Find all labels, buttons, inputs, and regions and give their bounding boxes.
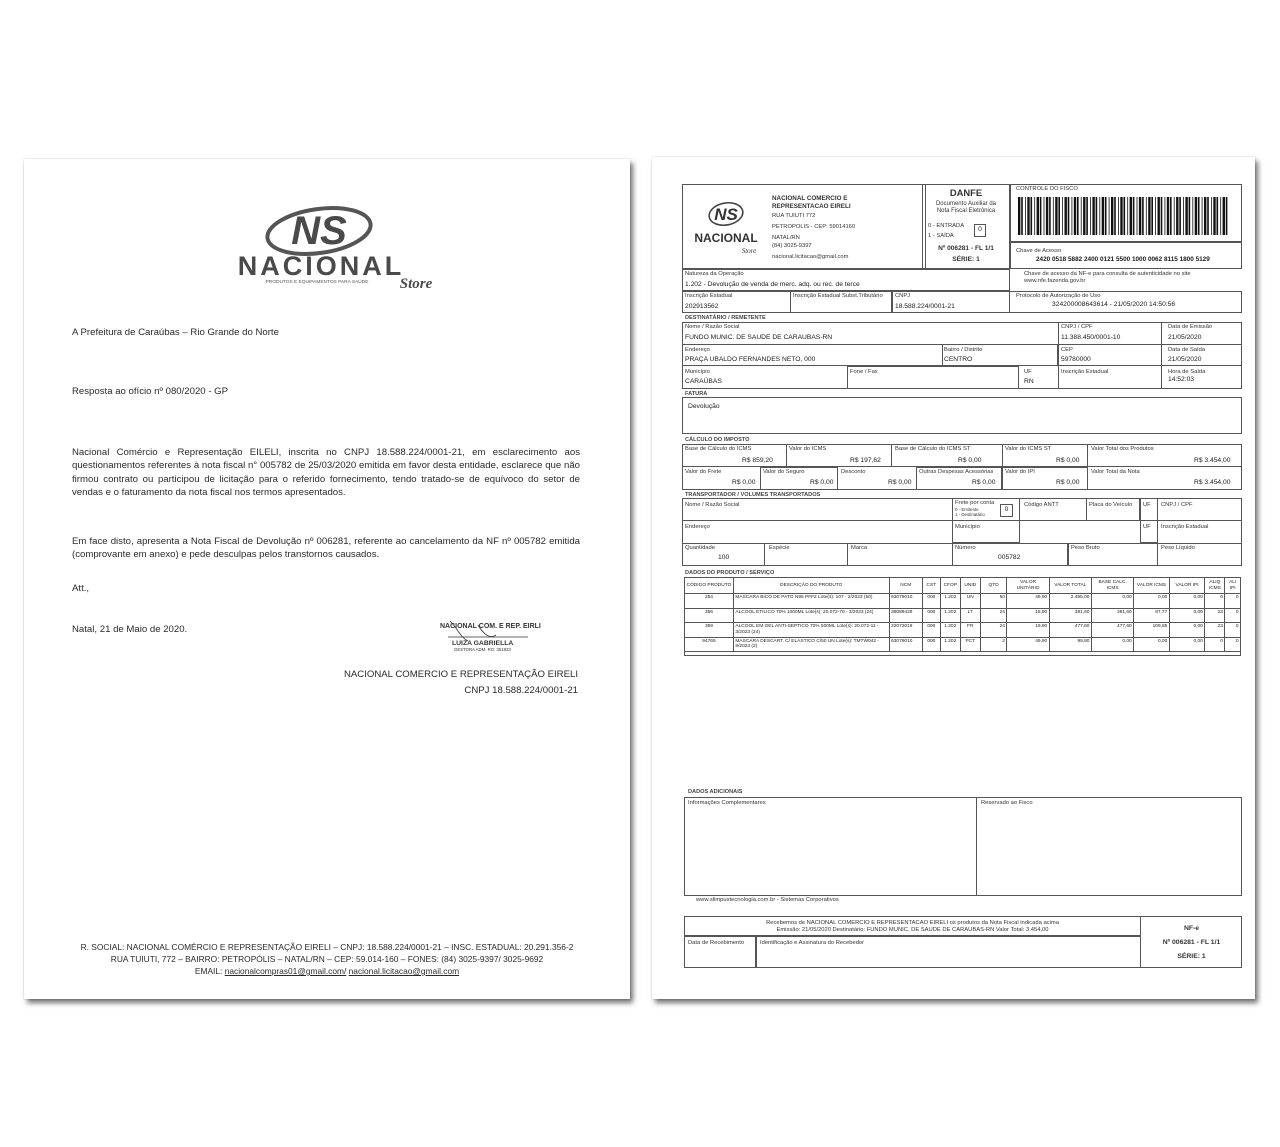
table-cell: ALCOOL EM GEL ANTI-SEPTICO 70% 500ML Lote(s): 20.072-11 - 3/2023 (24) bbox=[733, 623, 889, 638]
reserved-box bbox=[976, 797, 1242, 896]
table-cell: 2.495,00 bbox=[1049, 594, 1091, 609]
table-cell: FR bbox=[960, 623, 980, 638]
table-cell: 0 bbox=[1225, 594, 1241, 609]
table-cell: 63079010 bbox=[889, 637, 922, 652]
table-cell: LT bbox=[960, 608, 980, 623]
danfe-title: DANFE bbox=[949, 187, 983, 198]
base-st-value: R$ 0,00 bbox=[958, 457, 982, 464]
number-value: 005782 bbox=[998, 554, 1021, 561]
freight-value: R$ 0,00 bbox=[732, 479, 756, 486]
recipient-section: DESTINATÁRIO / REMETENTE bbox=[685, 315, 766, 321]
recipient-cep: 59780000 bbox=[1061, 356, 1091, 363]
receipt-line-2: Emissão: 21/05/2020 Destinatário: FUNDO MUNIC. DE SAUDE DE CARAUBAS-RN Valor Total: 3.454,00 bbox=[776, 927, 1049, 933]
info-complementary-label: Informações Complementares bbox=[688, 800, 766, 806]
table-cell: 254 bbox=[685, 594, 734, 609]
recipient-name: FUNDO MUNIC. DE SAUDE DE CARAUBAS-RN bbox=[685, 334, 833, 341]
products-header-cell: ALI IPI bbox=[1225, 578, 1241, 594]
software-credit: www.slimpustecnologia.com.br - Sistemas Corporativos bbox=[696, 897, 839, 903]
other-value: R$ 0,00 bbox=[972, 479, 996, 486]
transport-section: TRANSPORTADOR / VOLUMES TRANSPORTADOS bbox=[685, 492, 821, 498]
icms-st-label: Valor do ICMS ST bbox=[1005, 446, 1052, 452]
emitter-phone: (84) 3025-9397 bbox=[772, 243, 812, 249]
products-header-cell: ALIQ ICMS bbox=[1205, 578, 1225, 594]
fisco-label: CONTROLE DO FISCO bbox=[1016, 186, 1078, 192]
table-cell: 477,60 bbox=[1091, 623, 1133, 638]
ie-st-label: Inscrição Estadual Subst.Tributário bbox=[793, 293, 883, 299]
receipt-sign-label: Identificação e Assinatura do Recebedor bbox=[760, 940, 865, 946]
insurance-value: R$ 0,00 bbox=[810, 479, 834, 486]
cep-label: CEP bbox=[1061, 347, 1073, 353]
discount-label: Desconto bbox=[841, 469, 866, 475]
table-cell: MASCARA BICO DE PATO N95 PFF2 Lote(s): 107 - 2/2023 (50) bbox=[733, 594, 889, 609]
table-cell: 0,00 bbox=[1169, 608, 1205, 623]
table-cell: 94765 bbox=[685, 637, 734, 652]
products-header-cell: CÓDIGO PRODUTO bbox=[685, 578, 734, 594]
time-label: Hora de Saída bbox=[1168, 369, 1206, 375]
consult-text-1: Chave de acesso da NF-e para consulta de autenticidade no site bbox=[1024, 271, 1191, 277]
products-section: DADOS DO PRODUTO / SERVIÇO bbox=[685, 570, 775, 576]
additional-section: DADOS ADICIONAIS bbox=[688, 789, 743, 795]
products-total-value: R$ 3.454,00 bbox=[1194, 457, 1231, 464]
table-cell: 63079010 bbox=[889, 594, 922, 609]
carrier-cnpj-label: CNPJ / CPF bbox=[1161, 502, 1193, 508]
table-cell: 000 bbox=[922, 623, 940, 638]
letter-date: Natal, 21 de Maio de 2020. bbox=[72, 624, 188, 635]
emitter-name-2: REPRESENTACAO EIRELI bbox=[772, 202, 851, 210]
footer-line-1: R. SOCIAL: NACIONAL COMÉRCIO E REPRESENTAÇÃO EIRELI – CNPJ: 18.588.224/0001-21 – INSC. ESTADUAL: 20.291.356-2 bbox=[80, 942, 574, 952]
table-cell: 0,00 bbox=[1134, 637, 1170, 652]
invoice-total-label: Valor Total da Nota bbox=[1091, 469, 1140, 475]
other-label: Outras Despesas Acessórias bbox=[919, 469, 994, 475]
plate-label: Placa do Veículo bbox=[1089, 502, 1133, 508]
protocol-label: Protocolo de Autorização de Uso bbox=[1016, 293, 1101, 299]
letter-paragraph-2: Em face disto, apresenta a Nota Fiscal de Devolução nº 006281, referente ao cancelamento da NF nº 005782 emitida (comprovante em anexo) e pede desculpas pelos transtornos causados. bbox=[72, 536, 580, 561]
cnpj-value: 18.588.224/0001-21 bbox=[895, 303, 955, 310]
emission-date: 21/05/2020 bbox=[1168, 334, 1202, 341]
carrier-name-label: Nome / Razão Social bbox=[685, 502, 740, 508]
recipient-cnpj-label: CNPJ / CPF bbox=[1061, 324, 1093, 330]
letter-company-name: NACIONAL COMERCIO E REPRESENTAÇÃO EIRELI bbox=[343, 669, 578, 680]
emitter-logo bbox=[686, 197, 764, 259]
table-cell: 0 bbox=[1225, 623, 1241, 638]
phone-label: Fone / Fax bbox=[850, 369, 878, 375]
table-cell: 0 bbox=[1225, 608, 1241, 623]
operation-label: Natureza da Operação bbox=[685, 271, 744, 277]
table-cell: 24 bbox=[980, 623, 1007, 638]
letter-page bbox=[24, 159, 630, 999]
emitter-email: nacional.licitacao@gmail.com bbox=[772, 254, 849, 260]
letter-addressee: A Prefeitura de Caraúbas – Rio Grande do Norte bbox=[72, 327, 279, 338]
carrier-uf-label: UF bbox=[1143, 502, 1151, 508]
danfe-subtitle-1: Documento Auxiliar da bbox=[935, 201, 997, 207]
emitter-city: NATAL/RN bbox=[772, 235, 800, 241]
products-frame bbox=[684, 577, 1241, 656]
recipient-ie-label: Inscrição Estadual bbox=[1061, 369, 1109, 375]
ie-label: Inscrição Estadual bbox=[685, 293, 733, 299]
net-weight-label: Peso Líquido bbox=[1161, 545, 1195, 551]
danfe-type-value: 0 bbox=[978, 226, 982, 233]
emitter-logo-letters: NS bbox=[714, 205, 738, 224]
products-header-cell: VALOR IPI bbox=[1169, 578, 1205, 594]
letter-reply-reference: Resposta ao ofício nº 080/2020 - GP bbox=[72, 386, 229, 397]
receipt-line-1: Recebemos de NACIONAL COMERCIO E REPRESENTACAO EIRELI os produtos da Nota Fiscal indicada acima bbox=[766, 920, 1059, 926]
table-cell: 0 bbox=[1205, 637, 1225, 652]
letter-company-cnpj: CNPJ 18.588.224/0001-21 bbox=[464, 685, 578, 696]
table-cell: 23 bbox=[1205, 623, 1225, 638]
invoice-section: FATURA bbox=[685, 391, 708, 397]
recipient-district: CENTRO bbox=[944, 356, 973, 363]
products-header-cell: QTD bbox=[980, 578, 1007, 594]
reserved-fisco-label: Reservado ao Fisco bbox=[981, 800, 1033, 806]
qty-value: 100 bbox=[718, 554, 730, 561]
emitter-logo-name: NACIONAL bbox=[694, 231, 758, 245]
access-key: 2420 0518 5882 2400 0121 5500 1000 0062 8115 1800 5129 bbox=[1036, 256, 1210, 263]
receipt-nfe: NF-e bbox=[1183, 925, 1200, 932]
table-cell: 381,60 bbox=[1049, 608, 1091, 623]
emitter-logo-script: Store bbox=[741, 247, 757, 255]
table-cell: 24 bbox=[980, 608, 1007, 623]
products-header-cell: CFOP bbox=[940, 578, 960, 594]
table-cell: 23 bbox=[1205, 608, 1225, 623]
table-cell: 38089429 bbox=[889, 608, 922, 623]
operation-value: 1.202 - Devolução de venda de merc. adq. ou rec. de terce bbox=[685, 281, 860, 288]
gross-weight-label: Peso Bruto bbox=[1071, 545, 1100, 551]
table-cell: 22072019 bbox=[889, 623, 922, 638]
barcode bbox=[1018, 197, 1230, 235]
base-st-label: Base de Cálculo do ICMS ST bbox=[895, 446, 971, 452]
cnpj-label: CNPJ bbox=[895, 293, 911, 299]
letter-paragraph-1: Nacional Comércio e Representação EILELI, inscrita no CNPJ 18.588.224/0001-21, em esclarecimento aos questionamentos referentes à nota fiscal n° 005782 de 25/03/2020 emitida em favor desta entidade, esclarece que não firmou contrato ou participou de licitação para o referido fornecimento, tendo tratado-se de equívoco do setor de vendas e o faturamento da nota fiscal nos termos apresentados. bbox=[72, 447, 580, 498]
recipient-name-label: Nome / Razão Social bbox=[685, 324, 740, 330]
district-label: Bairro / Distrito bbox=[944, 347, 983, 353]
icms-st-value: R$ 0,00 bbox=[1056, 457, 1080, 464]
stamp-company: NACIONAL COM. E REP. EIRLI bbox=[440, 623, 541, 630]
table-cell: 381,60 bbox=[1091, 608, 1133, 623]
table-cell: 0,00 bbox=[1091, 594, 1133, 609]
qty-label: Quantidade bbox=[685, 545, 715, 551]
insurance-label: Valor do Seguro bbox=[763, 469, 805, 475]
table-cell: 359 bbox=[685, 623, 734, 638]
receipt-series: SÉRIE: 1 bbox=[1177, 953, 1206, 960]
table-cell: MASCARA DESCART. C/ ELASTICO C/50 UN Lote(s): TMTW042 - 8/2023 (2) bbox=[733, 637, 889, 652]
table-cell: 356 bbox=[685, 608, 734, 623]
emitter-street: RUA TUIUTI 772 bbox=[772, 213, 816, 219]
table-cell: 49,90 bbox=[1007, 594, 1049, 609]
letter-closing: Att., bbox=[72, 583, 90, 594]
freight-option-2: 1 - Destinatário bbox=[955, 512, 985, 517]
stamp-name: LUIZA GABRIELLA bbox=[452, 640, 514, 647]
address-label: Endereço bbox=[685, 347, 710, 353]
table-cell: 000 bbox=[922, 594, 940, 609]
danfe-series: SÉRIE: 1 bbox=[952, 256, 980, 263]
icms-value: R$ 197,62 bbox=[850, 457, 881, 464]
emitter-name-1: NACIONAL COMERCIO E bbox=[772, 195, 848, 202]
ipi-label: Valor do IPI bbox=[1005, 469, 1035, 475]
carrier-address-label: Endereço bbox=[685, 524, 710, 530]
products-header-cell: UNID bbox=[960, 578, 980, 594]
table-cell: 0 bbox=[1205, 594, 1225, 609]
products-header-cell: DESCRIÇÃO DO PRODUTO bbox=[733, 578, 889, 594]
carrier-ie-label: Inscrição Estadual bbox=[1161, 524, 1209, 530]
products-header-cell: BASE CALC. ICMS bbox=[1091, 578, 1133, 594]
ie-value: 202913562 bbox=[685, 303, 719, 310]
table-cell: 15,90 bbox=[1007, 608, 1049, 623]
brand-label: Marca bbox=[851, 545, 868, 551]
emission-label: Data de Emissão bbox=[1168, 324, 1213, 330]
key-label: Chave de Acesso bbox=[1016, 248, 1062, 254]
table-cell: 0,00 bbox=[1169, 637, 1205, 652]
species-label: Espécie bbox=[769, 545, 790, 551]
products-header-cell: CST bbox=[922, 578, 940, 594]
table-cell: 99,80 bbox=[1049, 637, 1091, 652]
table-cell: 0,00 bbox=[1169, 623, 1205, 638]
carrier-city-label: Município bbox=[955, 524, 980, 530]
tax-section: CÁLCULO DO IMPOSTO bbox=[685, 437, 750, 443]
table-cell: 1.202 bbox=[940, 608, 960, 623]
table-cell: 1.202 bbox=[940, 594, 960, 609]
footer-email-label: EMAIL: bbox=[194, 966, 225, 976]
table-cell: 2 bbox=[980, 637, 1007, 652]
ipi-value: R$ 0,00 bbox=[1056, 479, 1080, 486]
invoice-total-value: R$ 3.454,00 bbox=[1194, 479, 1231, 486]
table-cell: 1.202 bbox=[940, 623, 960, 638]
table-cell: 50 bbox=[980, 594, 1007, 609]
uf-label: UF bbox=[1024, 369, 1032, 375]
freight-by-label: Frete por conta bbox=[955, 500, 995, 506]
products-header-cell: VALOR TOTAL bbox=[1049, 578, 1091, 594]
danfe-subtitle-2: Nota Fiscal Eletrônica bbox=[936, 208, 996, 214]
receipt-date-label: Data de Recebimento bbox=[688, 940, 745, 946]
exit-date: 21/05/2020 bbox=[1168, 356, 1202, 363]
footer-line-2: RUA TUIUTI, 772 – BAIRRO: PETROPÓLIS – NATAL/RN – CEP: 59.014-160 – FONES: (84) 3025-9397/ 3025-9692 bbox=[110, 954, 544, 964]
table-cell: 0,00 bbox=[1134, 594, 1170, 609]
emitter-district: PETROPOLIS - CEP: 59014160 bbox=[772, 224, 856, 230]
products-header-cell: VALOR UNITÁRIO bbox=[1007, 578, 1049, 594]
table-cell: 0,00 bbox=[1091, 637, 1133, 652]
recipient-address: PRAÇA UBALDO FERNANDES NETO, 000 bbox=[685, 356, 816, 363]
table-cell: 1.202 bbox=[940, 637, 960, 652]
table-cell: 477,60 bbox=[1049, 623, 1091, 638]
freight-option-1: 0 - Emitente bbox=[955, 507, 979, 512]
table-cell: 000 bbox=[922, 608, 940, 623]
logo-name: NACIONAL bbox=[237, 251, 405, 281]
products-header-cell: NCM bbox=[889, 578, 922, 594]
icms-label: Valor do ICMS bbox=[789, 446, 827, 452]
protocol-value: 324200008643614 - 21/05/2020 14:50:56 bbox=[1052, 301, 1176, 308]
recipient-city: CARAÚBAS bbox=[685, 378, 722, 385]
base-icms-label: Base de Cálculo do ICMS bbox=[685, 446, 752, 452]
recipient-uf: RN bbox=[1024, 378, 1034, 385]
logo-tagline: PRODUTOS E EQUIPAMENTOS PARA SAÚDE bbox=[265, 280, 369, 285]
danfe-page bbox=[652, 157, 1255, 999]
signature-stamp bbox=[438, 617, 548, 657]
discount-value: R$ 0,00 bbox=[888, 479, 912, 486]
exit-time: 14:52:03 bbox=[1168, 376, 1195, 383]
number-label: Número bbox=[955, 545, 976, 551]
base-icms-value: R$ 859,20 bbox=[742, 457, 773, 464]
footer-email-1[interactable]: nacionalcompras01@gmail.com/ bbox=[224, 966, 347, 976]
antt-label: Código ANTT bbox=[1024, 502, 1059, 508]
footer-line-3 bbox=[44, 965, 610, 977]
carrier-uf2-label: UF bbox=[1143, 524, 1151, 530]
city-label: Município bbox=[685, 369, 710, 375]
freight-value: 0 bbox=[1004, 506, 1009, 513]
table-cell: 000 bbox=[922, 637, 940, 652]
danfe-number: Nº 006281 - FL 1/1 bbox=[938, 245, 994, 252]
table-cell: ALCOOL ETILICO 70% 1000ML Lote(s): 20.072-70 - 3/2023 (24) bbox=[733, 608, 889, 623]
stamp-role: GESTORA ADM. RG: 351823 bbox=[454, 647, 511, 652]
danfe-saida: 1 - SAÍDA bbox=[928, 233, 954, 239]
table-cell: PCT bbox=[960, 637, 980, 652]
invoice-box bbox=[682, 397, 1242, 434]
table-cell: 109,85 bbox=[1134, 623, 1170, 638]
nacional-store-logo bbox=[204, 199, 454, 299]
products-total-label: Valor Total dos Produtos bbox=[1091, 446, 1154, 452]
consult-text-2: www.nfe.fazenda.gov.br bbox=[1024, 278, 1086, 284]
letter-footer bbox=[44, 941, 610, 977]
products-header-cell: VALOR ICMS bbox=[1134, 578, 1170, 594]
danfe-entrada: 0 - ENTRADA bbox=[928, 223, 965, 229]
table-cell: 49,90 bbox=[1007, 637, 1049, 652]
invoice-value: Devolução bbox=[688, 403, 720, 410]
receipt-number: Nº 006281 - FL 1/1 bbox=[1162, 939, 1221, 946]
table-cell: 0,00 bbox=[1169, 594, 1205, 609]
freight-label: Valor do Frete bbox=[685, 469, 722, 475]
table-cell: UN bbox=[960, 594, 980, 609]
logo-script: Store bbox=[399, 276, 433, 292]
table-cell: 0 bbox=[1225, 637, 1241, 652]
logo-letters: NS bbox=[291, 209, 347, 253]
exit-label: Data de Saída bbox=[1168, 347, 1206, 353]
footer-email-2[interactable]: nacional.licitacao@gmail.com bbox=[348, 966, 460, 976]
table-cell: 19,90 bbox=[1007, 623, 1049, 638]
recipient-cnpj: 11.388.450/0001-10 bbox=[1061, 334, 1121, 341]
table-cell: 87,77 bbox=[1134, 608, 1170, 623]
